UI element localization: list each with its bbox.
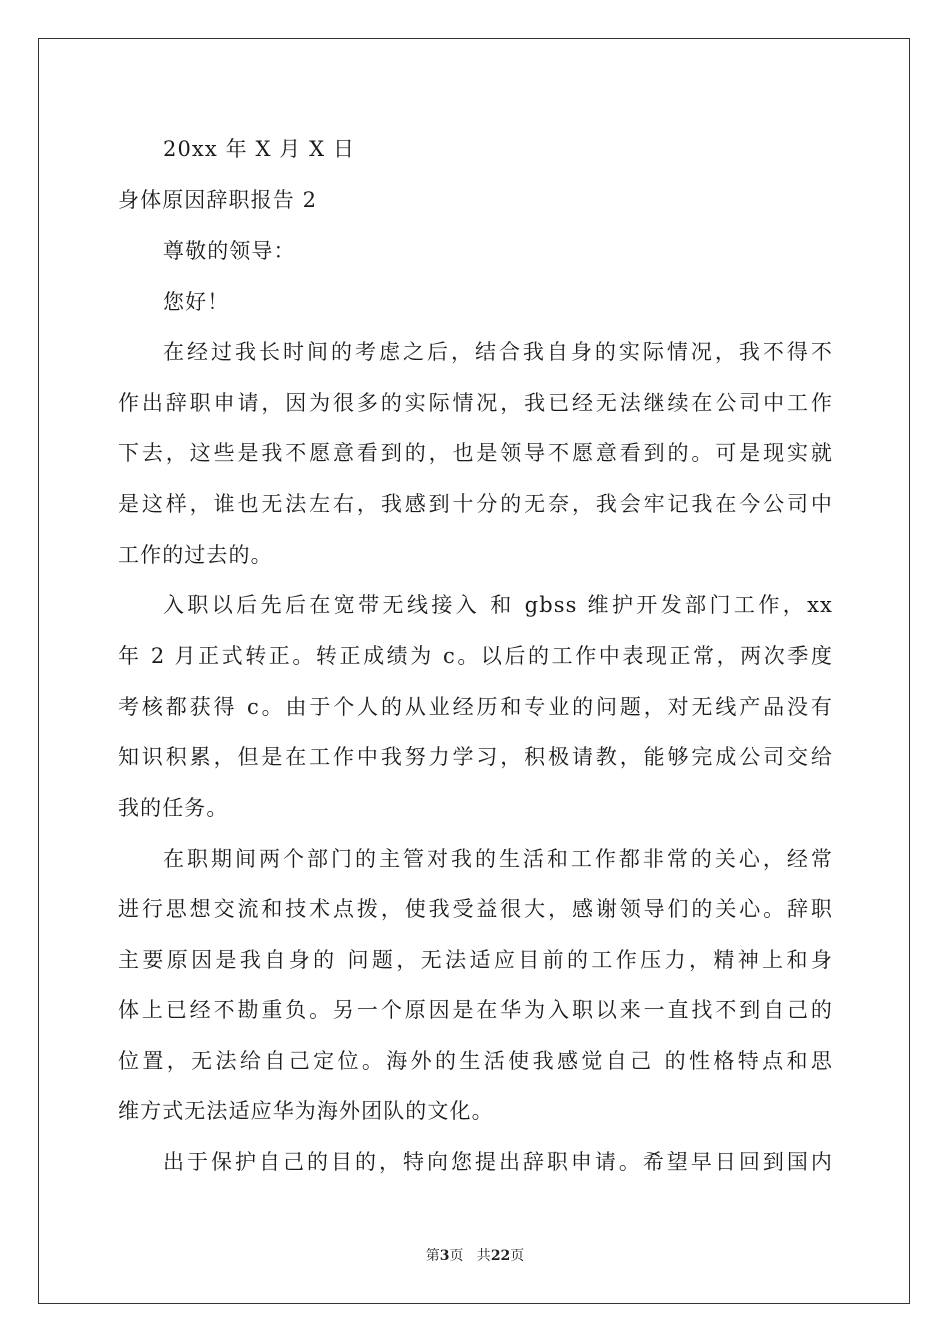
- paragraph-3-line-6: 维方式无法适应华为海外团队的文化。: [118, 1099, 494, 1123]
- paragraph-2-line-4: 知识积累，但是在工作中我努力学习，积极请教，能够完成公司交给: [118, 745, 833, 769]
- paragraph-2-line-2: 年 2 月正式转正。转正成绩为 c。以后的工作中表现正常，两次季度: [118, 644, 833, 668]
- paragraph-2-line-3: 考核都获得 c。由于个人的从业经历和专业的问题，对无线产品没有: [118, 695, 833, 719]
- paragraph-1-line-4: 是这样，谁也无法左右，我感到十分的无奈，我会牢记我在今公司中: [118, 492, 833, 516]
- paragraph-3-line-2: 进行思想交流和技术点拨，使我受益很大，感谢领导们的关心。辞职: [118, 897, 833, 921]
- salutation: 尊敬的领导：: [163, 239, 296, 263]
- paragraph-1-line-3: 下去，这些是我不愿意看到的，也是领导不愿意看到的。可是现实就: [118, 441, 833, 465]
- date-line: 20xx 年 X 月 X 日: [163, 137, 356, 161]
- current-page-number: 3: [439, 1248, 450, 1264]
- paragraph-3-line-1: 在职期间两个部门的主管对我的生活和工作都非常的关心，经常: [163, 847, 833, 871]
- paragraph-1-line-1: 在经过我长时间的考虑之后，结合我自身的实际情况，我不得不: [163, 340, 833, 364]
- page-separator: 页 共: [449, 1248, 491, 1264]
- paragraph-3-line-4: 体上已经不勘重负。另一个原因是在华为入职以来一直找不到自己的: [118, 998, 833, 1022]
- total-page-count: 22: [490, 1248, 511, 1264]
- page-footer: [0, 1247, 950, 1265]
- paragraph-4-line-1: 出于保护自己的目的，特向您提出辞职申请。希望早日回到国内: [163, 1150, 833, 1174]
- paragraph-1-line-5: 工作的过去的。: [118, 543, 273, 567]
- greeting: 您好！: [163, 290, 230, 314]
- paragraph-2-line-5: 我的任务。: [118, 796, 229, 820]
- document-title: 身体原因辞职报告 2: [118, 188, 318, 212]
- paragraph-3-line-3: 主要原因是我自身的 问题，无法适应目前的工作压力，精神上和身: [118, 948, 833, 972]
- paragraph-2-line-1: 入职以后先后在宽带无线接入 和 gbss 维护开发部门工作，xx: [163, 593, 833, 617]
- page-prefix: 第: [425, 1248, 440, 1264]
- page-suffix: 页: [510, 1248, 525, 1264]
- paragraph-1-line-2: 作出辞职申请，因为很多的实际情况，我已经无法继续在公司中工作: [118, 391, 833, 415]
- paragraph-3-line-5: 位置，无法给自己定位。海外的生活使我感觉自己 的性格特点和思: [118, 1049, 833, 1073]
